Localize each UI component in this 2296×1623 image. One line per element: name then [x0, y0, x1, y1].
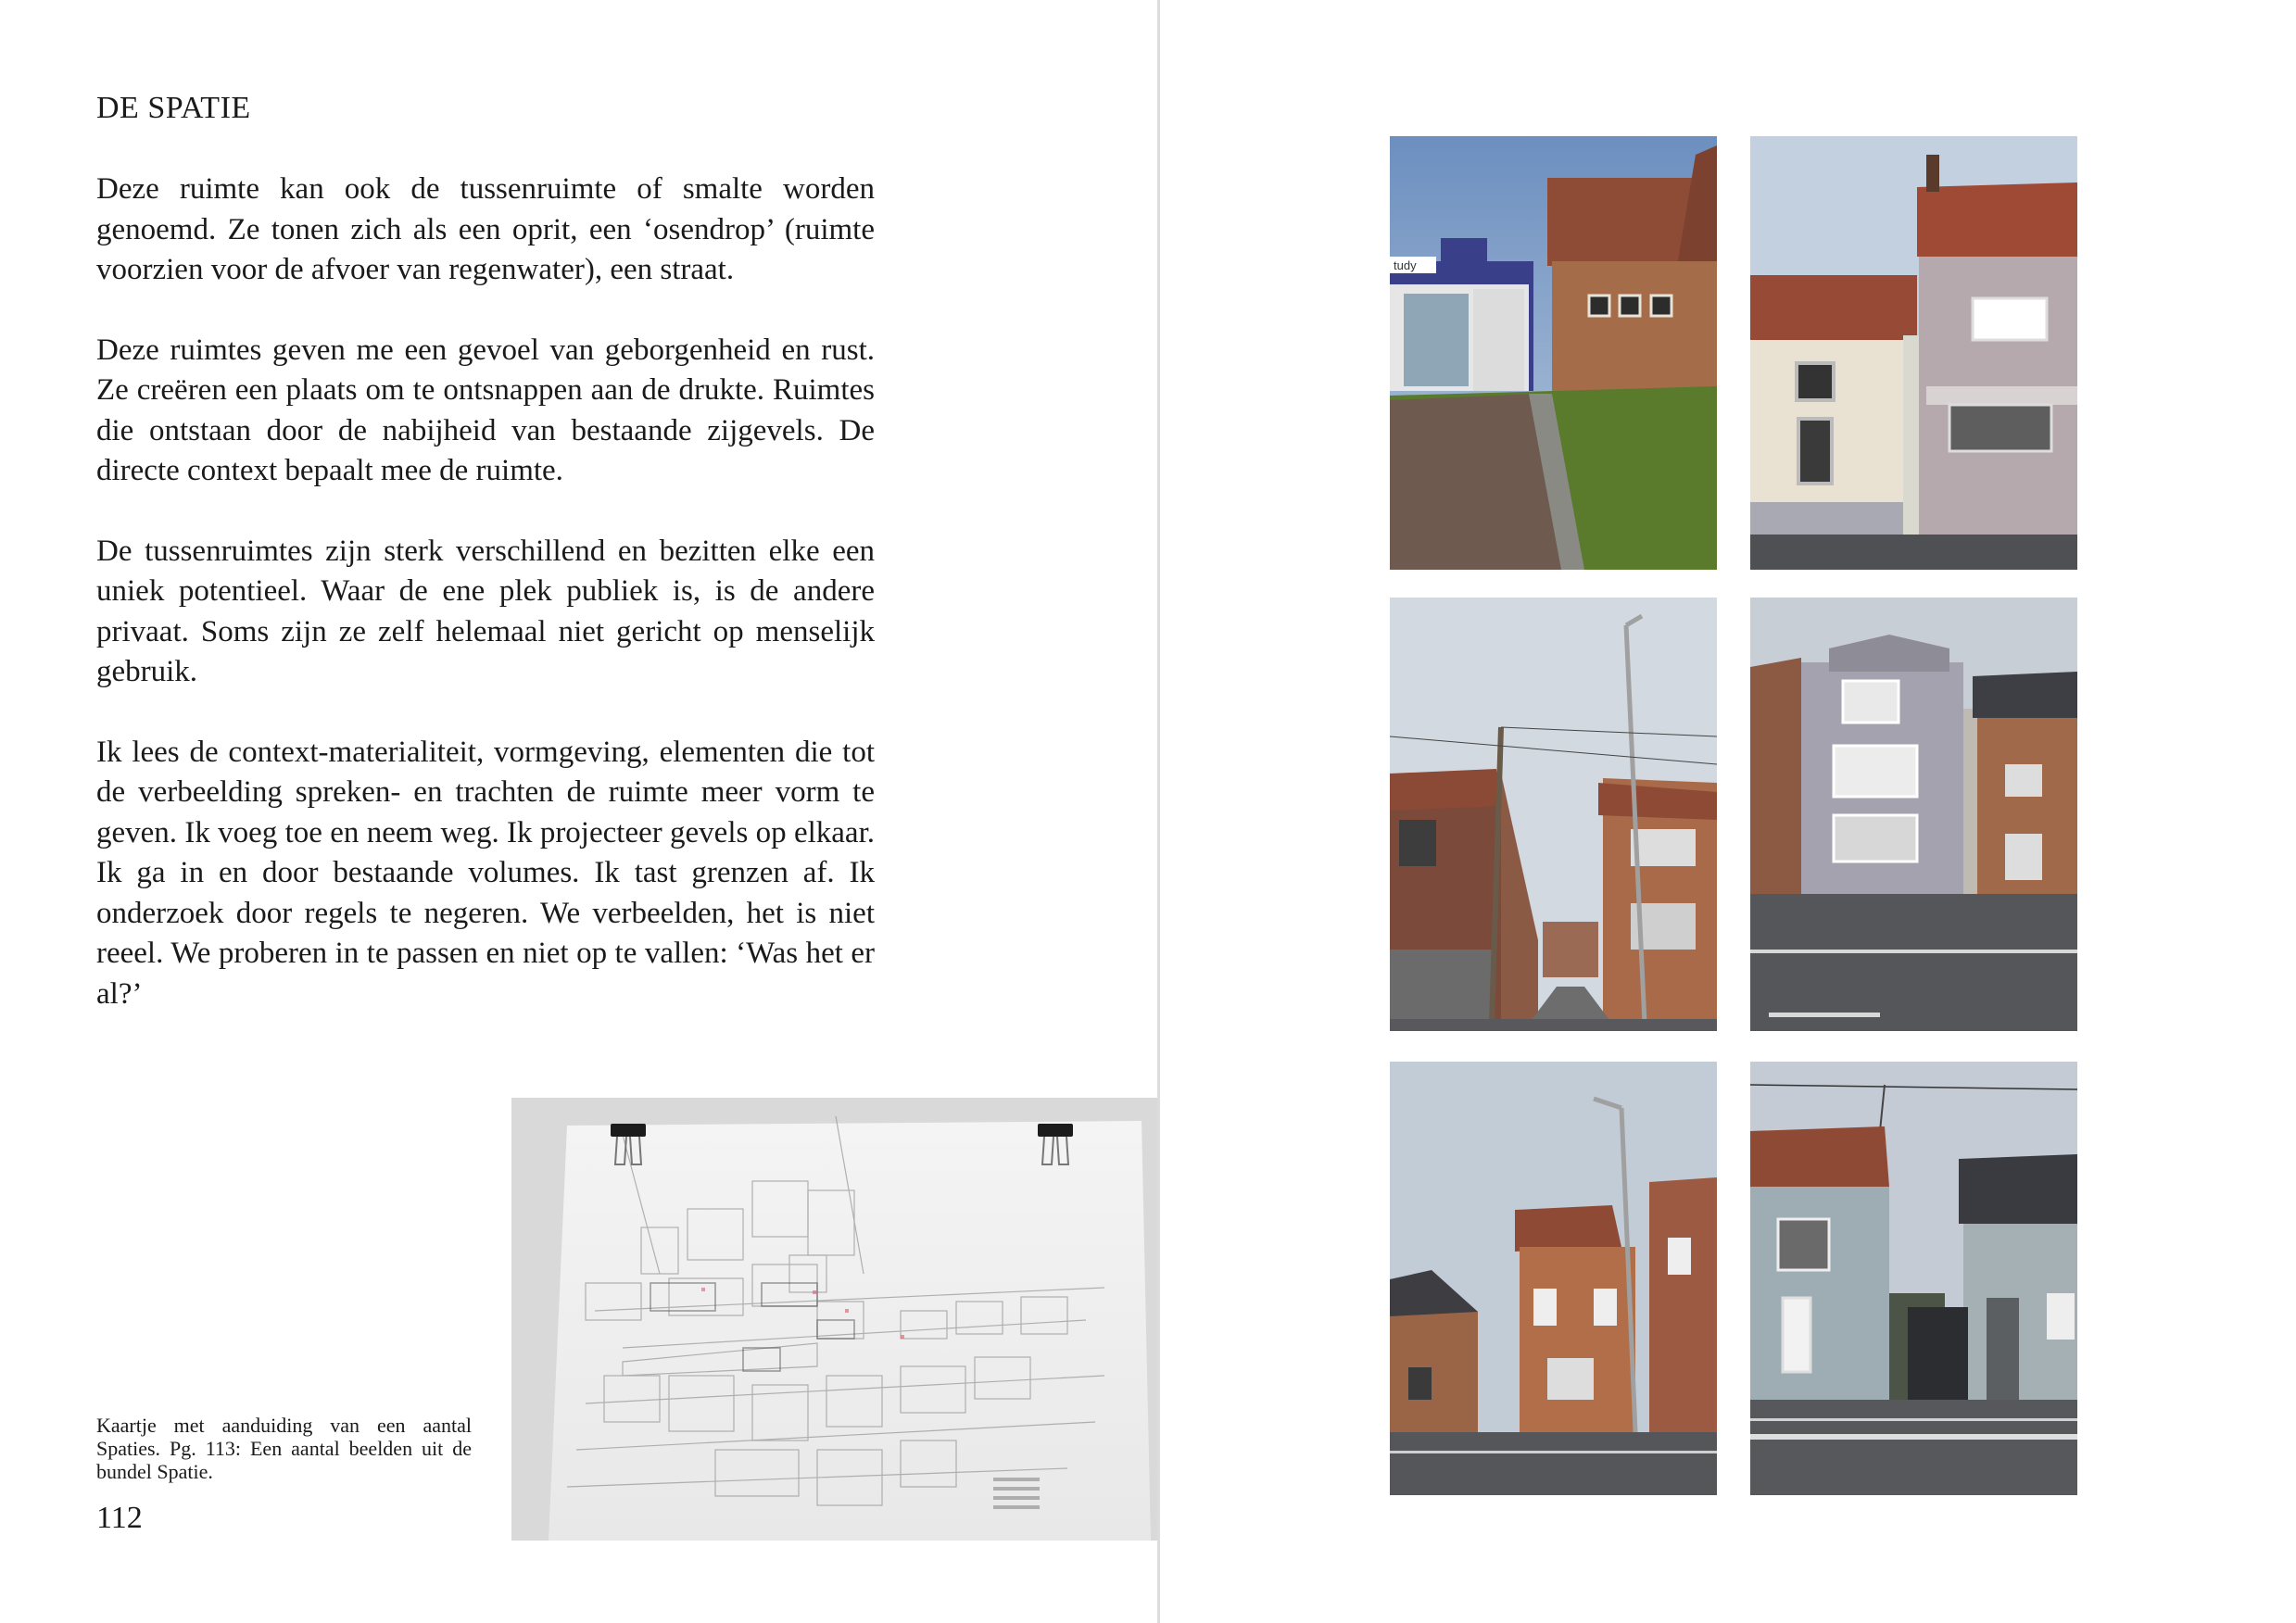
tracing-paper-map-image: [511, 1098, 1157, 1541]
figure-caption: Kaartje met aanduiding van een aantal Spaties. Pg. 113: Een aantal beelden uit de bundel Spatie.: [96, 1414, 472, 1483]
paragraph-2: Deze ruimtes geven me een gevoel van geborgenheid en rust. Ze creëren een plaats om te ontsnappen aan de drukte. Ruimtes die ontstaan door de nabijheid van bestaande zijgevels. De directe context bepaalt mee de ruimte.: [96, 333, 875, 487]
body-text: [96, 170, 875, 1014]
photo-grey-brick-row: [1750, 1062, 2077, 1495]
photo-grey-house: [1750, 598, 2077, 1031]
page-number: 112: [96, 1501, 143, 1535]
photo-brick-houses-lamp: [1390, 1062, 1717, 1495]
paragraph-3: De tussenruimtes zijn sterk verschillend en bezitten elke een uniek potentieel. Waar de ene plek publiek is, is de andere privaat. Soms zijn ze zelf helemaal niet gericht op menselijk gebruik.: [96, 534, 875, 688]
photo-two-houses: [1750, 136, 2077, 570]
page-title: DE SPATIE: [96, 91, 251, 125]
photo-alley-street-lamp: [1390, 598, 1717, 1031]
paragraph-4: Ik lees de context-materialiteit, vormgeving, elementen die tot de verbeelding spreken- en trachten de ruimte meer vorm te geven. Ik voeg toe en neem weg. Ik projecteer gevels op elkaar. Ik ga in en door bestaande volumes. Ik tast grenzen af. Ik onderzoek door regels te negeren. We verbeelden, het is niet reeel. We proberen in te passen en niet op te vallen: ‘Was het er al?’: [96, 735, 875, 1011]
sign-text: tudy: [1394, 258, 1417, 272]
right-page: [1160, 0, 2296, 1623]
photo-driveway-study: [1390, 136, 1717, 570]
paragraph-1: Deze ruimte kan ook de tussenruimte of smalte worden genoemd. Ze tonen zich als een oprit, een ‘osendrop’ (ruimte voorzien voor de afvoer van regenwater), een straat.: [96, 172, 875, 286]
map-photo: [511, 1098, 1157, 1541]
